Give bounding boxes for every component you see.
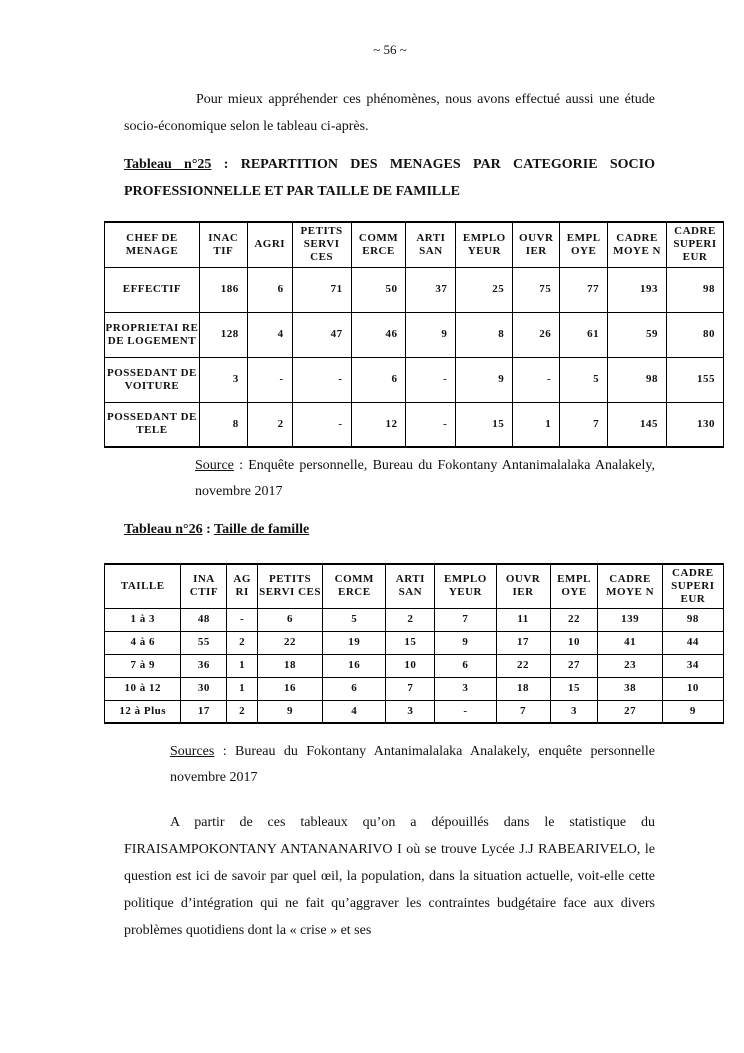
table26-cell: 10 (550, 631, 598, 654)
table26-cell: 17 (496, 631, 550, 654)
table26-cell: 18 (257, 654, 322, 677)
table26-header-cell: ARTI SAN (386, 564, 435, 608)
table26-cell: 22 (257, 631, 322, 654)
table25-cell: 3 (199, 357, 247, 402)
table26-header-cell: EMPLO YEUR (435, 564, 496, 608)
table26-cell: 6 (323, 677, 386, 700)
table25-cell: - (247, 357, 292, 402)
table25-cell: 1 (513, 402, 560, 447)
table26-cell: 3 (550, 700, 598, 723)
table26-cell: 30 (181, 677, 227, 700)
table25-cell: 77 (560, 267, 608, 312)
table25-cell: 98 (608, 357, 667, 402)
table25-header-cell: OUVR IER (513, 222, 560, 267)
table25-source-label: Source (195, 458, 234, 473)
table26-cell: 98 (662, 608, 723, 631)
table26-cell: 5 (323, 608, 386, 631)
table25-source-text: : Enquête personnelle, Bureau du Fokontany Antanimalalaka Analakely, novembre 2017 (195, 458, 655, 499)
table26-cell: 7 (496, 700, 550, 723)
table26-cell: 44 (662, 631, 723, 654)
table26-header-cell: CADRE MOYE N (598, 564, 662, 608)
table25-row-label: PROPRIETAI RE DE LOGEMENT (105, 312, 200, 357)
table26-cell: 27 (550, 654, 598, 677)
table26-cell: 38 (598, 677, 662, 700)
table26-source-text: : Bureau du Fokontany Antanimalalaka Analakely, enquête personnelle novembre 2017 (170, 744, 655, 785)
table26-header-cell: EMPL OYE (550, 564, 598, 608)
table25-cell: 80 (666, 312, 723, 357)
table26-header-cell: AG RI (227, 564, 258, 608)
table26-cell: 9 (257, 700, 322, 723)
table25-row-label: EFFECTIF (105, 267, 200, 312)
table26-cell: 2 (386, 608, 435, 631)
table25-cell: 37 (406, 267, 456, 312)
table25-cell: - (406, 357, 456, 402)
table25-cell: 193 (608, 267, 667, 312)
table26-cell: 9 (435, 631, 496, 654)
table25-cell: - (513, 357, 560, 402)
table26-label: Tableau n°26 (124, 522, 203, 537)
table26-header-cell: TAILLE (105, 564, 181, 608)
table25-header-cell: EMPL OYE (560, 222, 608, 267)
table26-row (105, 700, 724, 723)
table26-sep: : (202, 522, 215, 537)
table26-cell: 34 (662, 654, 723, 677)
page-number: ~ 56 ~ (373, 42, 407, 57)
table26-cell: 15 (386, 631, 435, 654)
table26-cell: 10 (662, 677, 723, 700)
table25-cell: 71 (292, 267, 351, 312)
table26-cell: 23 (598, 654, 662, 677)
table25-cell: 9 (406, 312, 456, 357)
table26-source (170, 739, 655, 791)
table25-header-cell: CADRE SUPERI EUR (666, 222, 723, 267)
table25-cell: 5 (560, 357, 608, 402)
table25-row (105, 312, 724, 357)
table26-title-text: Taille de famille (214, 522, 310, 537)
table25-cell: 46 (351, 312, 406, 357)
table26-cell: 1 (227, 677, 258, 700)
table25-header-cell: PETITS SERVI CES (292, 222, 351, 267)
table26-cell: 16 (257, 677, 322, 700)
table26-cell: 19 (323, 631, 386, 654)
table25-cell: 61 (560, 312, 608, 357)
table25-cell: 75 (513, 267, 560, 312)
table25-header-cell: ARTI SAN (406, 222, 456, 267)
table25-cell: - (292, 402, 351, 447)
table26-row-label: 7 à 9 (105, 654, 181, 677)
table25-header-cell: EMPLO YEUR (456, 222, 513, 267)
table25-row (105, 357, 724, 402)
table26-cell: 22 (496, 654, 550, 677)
table25-source (195, 453, 655, 505)
table25-row (105, 267, 724, 312)
table25-cell: 59 (608, 312, 667, 357)
table26-cell: 48 (181, 608, 227, 631)
table26-cell: 139 (598, 608, 662, 631)
table25-cell: 2 (247, 402, 292, 447)
table25-cell: 128 (199, 312, 247, 357)
closing-paragraph (124, 809, 655, 944)
table25-cell: - (292, 357, 351, 402)
table25-cell: 25 (456, 267, 513, 312)
table26-row-label: 12 à Plus (105, 700, 181, 723)
table26-cell: 7 (435, 608, 496, 631)
table26-header-cell: CADRE SUPERI EUR (662, 564, 723, 608)
table26-row (105, 654, 724, 677)
table25-cell: 9 (456, 357, 513, 402)
table26-cell: 2 (227, 700, 258, 723)
table25-row-label: POSSEDANT DE VOITURE (105, 357, 200, 402)
table26-row (105, 608, 724, 631)
table25-cell: 155 (666, 357, 723, 402)
table25-title-text: : REPARTITION DES MENAGES PAR CATEGORIE SOCIO PROFESSIONNELLE ET PAR TAILLE DE FAMILLE (124, 157, 655, 199)
table26-cell: 6 (435, 654, 496, 677)
table26-cell: - (435, 700, 496, 723)
table25-header-cell: CHEF DE MENAGE (105, 222, 200, 267)
table26-cell: 7 (386, 677, 435, 700)
table25-title (124, 151, 655, 205)
table25-cell: 50 (351, 267, 406, 312)
table25-cell: 98 (666, 267, 723, 312)
table25-cell: 8 (199, 402, 247, 447)
table25-label: Tableau n°25 (124, 157, 212, 172)
table26-row-label: 10 à 12 (105, 677, 181, 700)
table25 (104, 221, 724, 448)
table25-header-row (105, 222, 724, 267)
table26-row-label: 1 à 3 (105, 608, 181, 631)
table26-cell: 27 (598, 700, 662, 723)
table25-row (105, 402, 724, 447)
table25-cell: 26 (513, 312, 560, 357)
table25-cell: 7 (560, 402, 608, 447)
table25-row-label: POSSEDANT DE TELE (105, 402, 200, 447)
table25-cell: 130 (666, 402, 723, 447)
table25-cell: - (406, 402, 456, 447)
table25-cell: 145 (608, 402, 667, 447)
table25-cell: 15 (456, 402, 513, 447)
table26-source-label: Sources (170, 744, 215, 759)
table26-cell: 4 (323, 700, 386, 723)
table26-cell: 2 (227, 631, 258, 654)
table25-cell: 4 (247, 312, 292, 357)
table26-cell: 18 (496, 677, 550, 700)
table25-cell: 6 (247, 267, 292, 312)
table26-header-cell: OUVR IER (496, 564, 550, 608)
table26-cell: 16 (323, 654, 386, 677)
table25-cell: 8 (456, 312, 513, 357)
table26-cell: 6 (257, 608, 322, 631)
table25-header-cell: AGRI (247, 222, 292, 267)
table26-cell: 1 (227, 654, 258, 677)
table26 (104, 563, 724, 724)
table26-header-cell: PETITS SERVI CES (257, 564, 322, 608)
table26-cell: 10 (386, 654, 435, 677)
table26-cell: 36 (181, 654, 227, 677)
table26-header-cell: COMM ERCE (323, 564, 386, 608)
table26-cell: 55 (181, 631, 227, 654)
table26-cell: 9 (662, 700, 723, 723)
table26-cell: 17 (181, 700, 227, 723)
table26-cell: 15 (550, 677, 598, 700)
table25-cell: 47 (292, 312, 351, 357)
table26-header-cell: INA CTIF (181, 564, 227, 608)
table26-header-row (105, 564, 724, 608)
intro-paragraph (124, 86, 655, 140)
table26-row (105, 677, 724, 700)
table26-row-label: 4 à 6 (105, 631, 181, 654)
intro-text: Pour mieux appréhender ces phénomènes, nous avons effectué aussi une étude socio-économique selon le tableau ci-après. (124, 92, 655, 134)
table26-cell: 11 (496, 608, 550, 631)
table26-cell: - (227, 608, 258, 631)
table26-title (124, 516, 655, 543)
table25-header-cell: INAC TIF (199, 222, 247, 267)
closing-text: A partir de ces tableaux qu’on a dépouillés dans le statistique du FIRAISAMPOKONTANY ANTANANARIVO I où se trouve Lycée J.J RABEARIVELO, le question est ici de savoir par quel œil, la population, dans la situation actuelle, voit-elle cette politique d’intégration qui ne fait qu’aggraver les contraintes budgétaire face aux divers problèmes quotidiens dont la « crise » et ses (124, 815, 655, 938)
table26-cell: 3 (386, 700, 435, 723)
table26-cell: 3 (435, 677, 496, 700)
table26-cell: 22 (550, 608, 598, 631)
table25-cell: 6 (351, 357, 406, 402)
table26-cell: 41 (598, 631, 662, 654)
table25-header-cell: COMM ERCE (351, 222, 406, 267)
table25-cell: 186 (199, 267, 247, 312)
table25-header-cell: CADRE MOYE N (608, 222, 667, 267)
table25-cell: 12 (351, 402, 406, 447)
table26-row (105, 631, 724, 654)
